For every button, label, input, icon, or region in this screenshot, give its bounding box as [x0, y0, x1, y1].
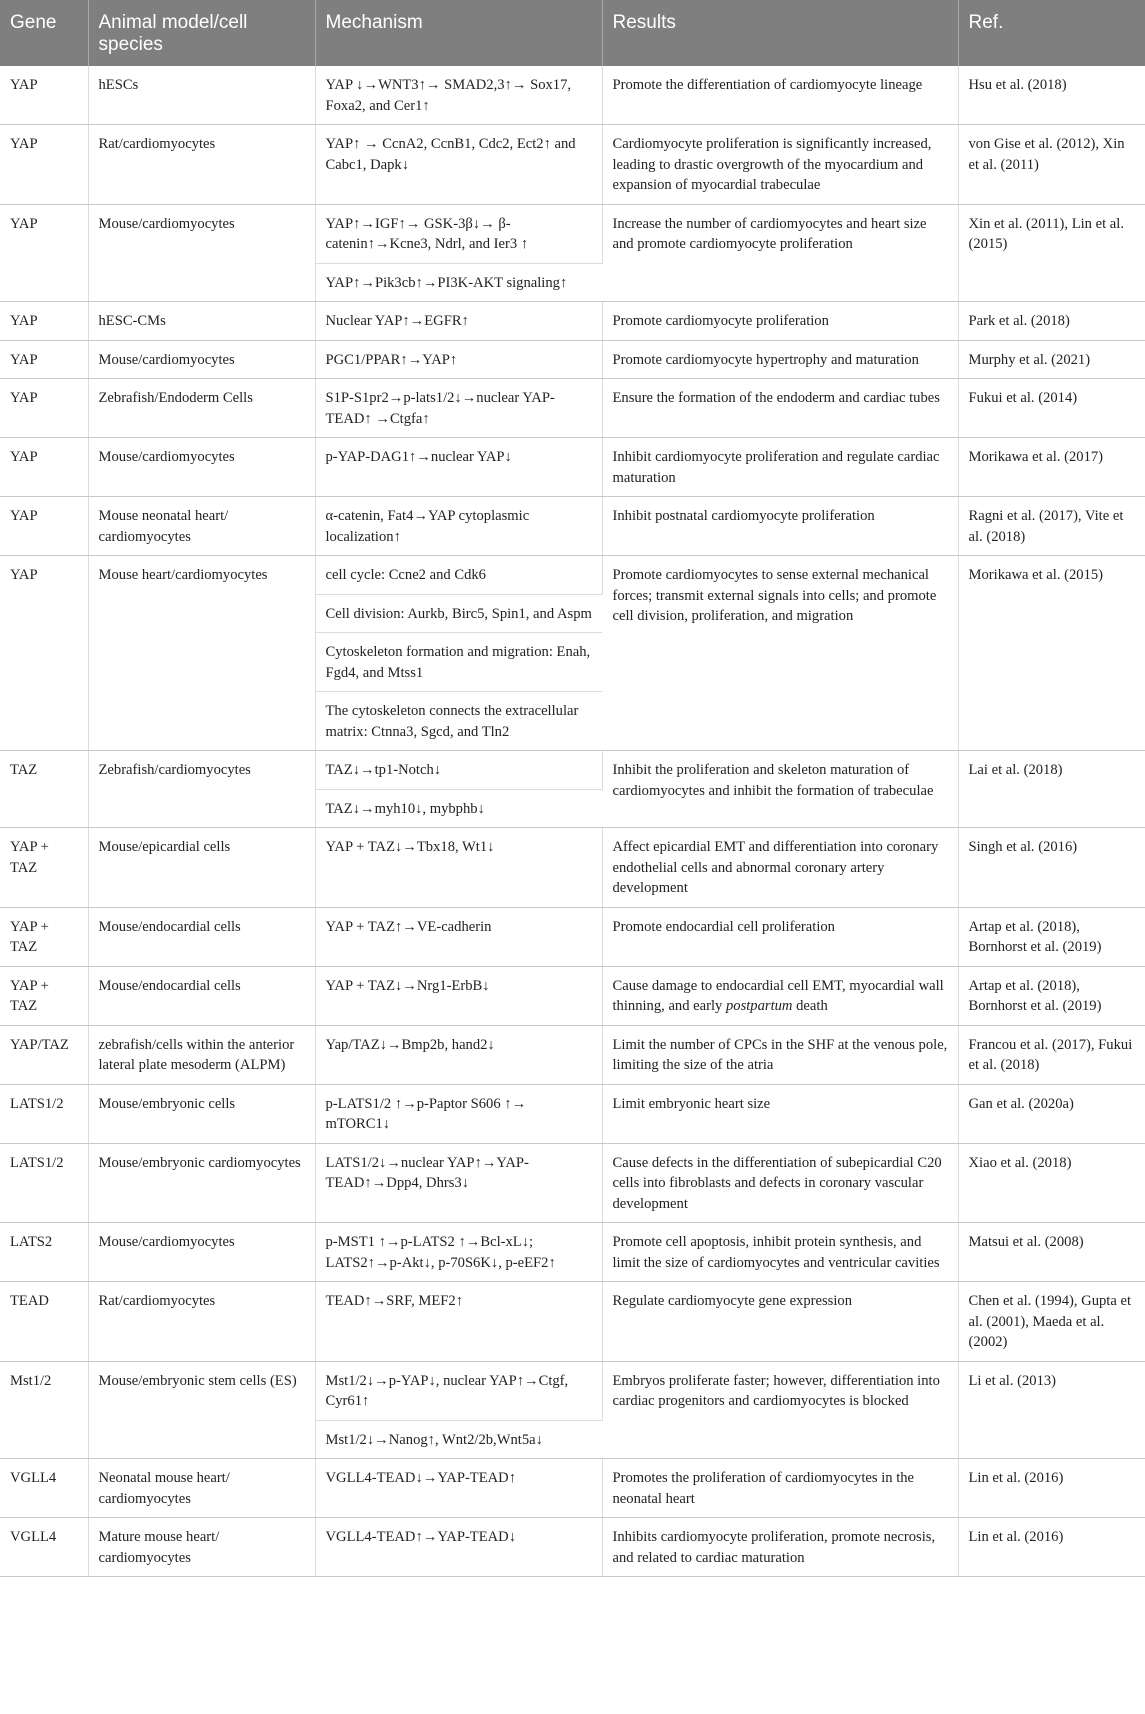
mechanism-cell: YAP↑→Pik3cb↑→PI3K-AKT signaling↑ [315, 263, 602, 302]
ref-cell: Xiao et al. (2018) [958, 1143, 1145, 1223]
result-cell: Inhibit cardiomyocyte proliferation and regulate cardiac maturation [602, 438, 958, 497]
model-cell: Mouse/cardiomyocytes [88, 340, 315, 379]
table-row [0, 497, 1145, 556]
mechanism-cell: TAZ↓→myh10↓, mybphb↓ [315, 789, 602, 828]
model-cell: Neonatal mouse heart/ cardiomyocytes [88, 1459, 315, 1518]
result-cell: Limit the number of CPCs in the SHF at the venous pole, limiting the size of the atria [602, 1025, 958, 1084]
mechanism-cell: p-MST1 ↑→p-LATS2 ↑→Bcl-xL↓; LATS2↑→p-Akt↓, p-70S6K↓, p-eEF2↑ [315, 1223, 602, 1282]
ref-cell: Morikawa et al. (2015) [958, 556, 1145, 751]
table-row [0, 1282, 1145, 1362]
mechanism-cell: α-catenin, Fat4→YAP cytoplasmic localization↑ [315, 497, 602, 556]
gene-cell: YAP [0, 302, 88, 341]
mechanism-cell: Cytoskeleton formation and migration: Enah, Fgd4, and Mtss1 [315, 633, 602, 692]
table-row [0, 340, 1145, 379]
gene-cell: YAP [0, 497, 88, 556]
mechanism-cell: Mst1/2↓→p-YAP↓, nuclear YAP↑→Ctgf, Cyr61↑ [315, 1361, 602, 1420]
mechanism-cell: YAP↑ → CcnA2, CcnB1, Cdc2, Ect2↑ and Cabc1, Dapk↓ [315, 125, 602, 205]
mechanism-cell: YAP + TAZ↑→VE-cadherin [315, 907, 602, 966]
mechanism-cell: YAP + TAZ↓→Nrg1-ErbB↓ [315, 966, 602, 1025]
result-text: death [792, 998, 828, 1014]
header-ref: Ref. [958, 0, 1145, 66]
table-row [0, 556, 1145, 595]
ref-cell: Singh et al. (2016) [958, 828, 1145, 908]
gene-cell: YAP [0, 379, 88, 438]
header-gene: Gene [0, 0, 88, 66]
result-text: Cause damage to endocardial cell EMT, myocardial wall thinning, and early [612, 977, 944, 1014]
model-cell: Mouse/cardiomyocytes [88, 1223, 315, 1282]
table-row [0, 125, 1145, 205]
result-cell: Inhibit the proliferation and skeleton maturation of cardiomyocytes and inhibit the formation of trabeculae [602, 751, 958, 828]
mechanism-cell: cell cycle: Ccne2 and Cdk6 [315, 556, 602, 595]
table-row [0, 907, 1145, 966]
ref-cell: Artap et al. (2018), Bornhorst et al. (2019) [958, 966, 1145, 1025]
ref-cell: von Gise et al. (2012), Xin et al. (2011) [958, 125, 1145, 205]
gene-cell: YAP [0, 125, 88, 205]
model-cell: Zebrafish/cardiomyocytes [88, 751, 315, 828]
model-cell: Mouse/embryonic cardiomyocytes [88, 1143, 315, 1223]
mechanism-cell: The cytoskeleton connects the extracellular matrix: Ctnna3, Sgcd, and Tln2 [315, 692, 602, 751]
result-cell: Affect epicardial EMT and differentiation into coronary endothelial cells and abnormal coronary artery development [602, 828, 958, 908]
table-row [0, 751, 1145, 790]
gene-cell: LATS1/2 [0, 1084, 88, 1143]
table-row [0, 1518, 1145, 1577]
gene-cell: YAP [0, 204, 88, 302]
mechanism-cell: VGLL4-TEAD↓→YAP-TEAD↑ [315, 1459, 602, 1518]
table-row [0, 379, 1145, 438]
result-cell: Promote cardiomyocyte hypertrophy and maturation [602, 340, 958, 379]
table-row [0, 1084, 1145, 1143]
ref-cell: Murphy et al. (2021) [958, 340, 1145, 379]
ref-cell: Li et al. (2013) [958, 1361, 1145, 1459]
table-row [0, 1361, 1145, 1420]
table-row [0, 438, 1145, 497]
ref-cell: Lai et al. (2018) [958, 751, 1145, 828]
header-model: Animal model/cell species [88, 0, 315, 66]
model-cell: Mouse/cardiomyocytes [88, 204, 315, 302]
mechanism-cell: VGLL4-TEAD↑→YAP-TEAD↓ [315, 1518, 602, 1577]
result-cell: Inhibits cardiomyocyte proliferation, promote necrosis, and related to cardiac maturation [602, 1518, 958, 1577]
result-cell: Ensure the formation of the endoderm and cardiac tubes [602, 379, 958, 438]
gene-cell: YAP + TAZ [0, 966, 88, 1025]
model-cell: Mouse/embryonic cells [88, 1084, 315, 1143]
table-row [0, 1459, 1145, 1518]
table-row [0, 1143, 1145, 1223]
table-row [0, 1025, 1145, 1084]
mechanism-cell: S1P-S1pr2→p-lats1/2↓→nuclear YAP-TEAD↑ →Ctgfa↑ [315, 379, 602, 438]
header-mechanism: Mechanism [315, 0, 602, 66]
gene-cell: YAP [0, 66, 88, 125]
mechanism-cell: p-YAP-DAG1↑→nuclear YAP↓ [315, 438, 602, 497]
result-italic-text: postpartum [725, 998, 793, 1014]
ref-cell: Fukui et al. (2014) [958, 379, 1145, 438]
result-cell [602, 966, 958, 1025]
gene-cell: YAP [0, 438, 88, 497]
ref-cell: Artap et al. (2018), Bornhorst et al. (2019) [958, 907, 1145, 966]
model-cell: zebrafish/cells within the anterior lateral plate mesoderm (ALPM) [88, 1025, 315, 1084]
result-cell: Embryos proliferate faster; however, differentiation into cardiac progenitors and cardiomyocytes is blocked [602, 1361, 958, 1459]
model-cell: Mature mouse heart/ cardiomyocytes [88, 1518, 315, 1577]
result-cell: Cause defects in the differentiation of subepicardial C20 cells into fibroblasts and defects in coronary vascular development [602, 1143, 958, 1223]
result-cell: Increase the number of cardiomyocytes and heart size and promote cardiomyocyte proliferation [602, 204, 958, 302]
model-cell: Mouse/embryonic stem cells (ES) [88, 1361, 315, 1459]
mechanism-cell: Yap/TAZ↓→Bmp2b, hand2↓ [315, 1025, 602, 1084]
ref-cell: Chen et al. (1994), Gupta et al. (2001), Maeda et al. (2002) [958, 1282, 1145, 1362]
ref-cell: Morikawa et al. (2017) [958, 438, 1145, 497]
model-cell: Rat/cardiomyocytes [88, 1282, 315, 1362]
mechanism-cell: TAZ↓→tp1-Notch↓ [315, 751, 602, 790]
result-cell: Promote cardiomyocytes to sense external mechanical forces; transmit external signals into cells; and promote cell division, proliferation, and migration [602, 556, 958, 751]
gene-cell: Mst1/2 [0, 1361, 88, 1459]
ref-cell: Francou et al. (2017), Fukui et al. (2018) [958, 1025, 1145, 1084]
gene-cell: YAP/TAZ [0, 1025, 88, 1084]
ref-cell: Xin et al. (2011), Lin et al. (2015) [958, 204, 1145, 302]
gene-cell: TEAD [0, 1282, 88, 1362]
ref-cell: Park et al. (2018) [958, 302, 1145, 341]
model-cell: Mouse/cardiomyocytes [88, 438, 315, 497]
ref-cell: Lin et al. (2016) [958, 1518, 1145, 1577]
result-cell: Inhibit postnatal cardiomyocyte proliferation [602, 497, 958, 556]
result-cell: Promotes the proliferation of cardiomyocytes in the neonatal heart [602, 1459, 958, 1518]
model-cell: Rat/cardiomyocytes [88, 125, 315, 205]
result-cell: Promote endocardial cell proliferation [602, 907, 958, 966]
ref-cell: Gan et al. (2020a) [958, 1084, 1145, 1143]
table-row [0, 302, 1145, 341]
result-cell: Promote the differentiation of cardiomyocyte lineage [602, 66, 958, 125]
result-cell: Promote cardiomyocyte proliferation [602, 302, 958, 341]
gene-cell: LATS2 [0, 1223, 88, 1282]
mechanism-cell: YAP + TAZ↓→Tbx18, Wt1↓ [315, 828, 602, 908]
model-cell: Mouse/endocardial cells [88, 966, 315, 1025]
table-row [0, 828, 1145, 908]
result-cell: Limit embryonic heart size [602, 1084, 958, 1143]
ref-cell: Hsu et al. (2018) [958, 66, 1145, 125]
mechanism-cell: TEAD↑→SRF, MEF2↑ [315, 1282, 602, 1362]
gene-cell: LATS1/2 [0, 1143, 88, 1223]
gene-cell: VGLL4 [0, 1518, 88, 1577]
ref-cell: Ragni et al. (2017), Vite et al. (2018) [958, 497, 1145, 556]
model-cell: Mouse/endocardial cells [88, 907, 315, 966]
mechanism-cell: Mst1/2↓→Nanog↑, Wnt2/2b,Wnt5a↓ [315, 1420, 602, 1459]
table-row [0, 1223, 1145, 1282]
table-header [0, 0, 1145, 66]
gene-cell: VGLL4 [0, 1459, 88, 1518]
model-cell: Mouse neonatal heart/ cardiomyocytes [88, 497, 315, 556]
result-cell: Promote cell apoptosis, inhibit protein synthesis, and limit the size of cardiomyocytes and ventricular cavities [602, 1223, 958, 1282]
ref-cell: Lin et al. (2016) [958, 1459, 1145, 1518]
mechanism-cell: Cell division: Aurkb, Birc5, Spin1, and Aspm [315, 594, 602, 633]
gene-cell: TAZ [0, 751, 88, 828]
ref-cell: Matsui et al. (2008) [958, 1223, 1145, 1282]
mechanism-cell: LATS1/2↓→nuclear YAP↑→YAP-TEAD↑→Dpp4, Dhrs3↓ [315, 1143, 602, 1223]
mechanism-cell: Nuclear YAP↑→EGFR↑ [315, 302, 602, 341]
mechanism-cell: p-LATS1/2 ↑→p-Paptor S606 ↑→ mTORC1↓ [315, 1084, 602, 1143]
header-results: Results [602, 0, 958, 66]
result-cell: Regulate cardiomyocyte gene expression [602, 1282, 958, 1362]
model-cell: hESCs [88, 66, 315, 125]
table-row [0, 966, 1145, 1025]
mechanism-cell: YAP ↓→WNT3↑→ SMAD2,3↑→ Sox17, Foxa2, and Cer1↑ [315, 66, 602, 125]
gene-cell: YAP [0, 556, 88, 751]
model-cell: Mouse/epicardial cells [88, 828, 315, 908]
table-row [0, 204, 1145, 263]
mechanism-cell: PGC1/PPAR↑→YAP↑ [315, 340, 602, 379]
gene-cell: YAP + TAZ [0, 907, 88, 966]
table-row [0, 66, 1145, 125]
mechanism-cell: YAP↑→IGF↑→ GSK-3β↓→ β-catenin↑→Kcne3, Ndrl, and Ier3 ↑ [315, 204, 602, 263]
model-cell: Zebrafish/Endoderm Cells [88, 379, 315, 438]
model-cell: hESC-CMs [88, 302, 315, 341]
model-cell: Mouse heart/cardiomyocytes [88, 556, 315, 751]
table-body [0, 66, 1145, 1577]
gene-cell: YAP [0, 340, 88, 379]
gene-cell: YAP + TAZ [0, 828, 88, 908]
result-cell: Cardiomyocyte proliferation is significantly increased, leading to drastic overgrowth of the myocardium and expansion of myocardial trabeculae [602, 125, 958, 205]
